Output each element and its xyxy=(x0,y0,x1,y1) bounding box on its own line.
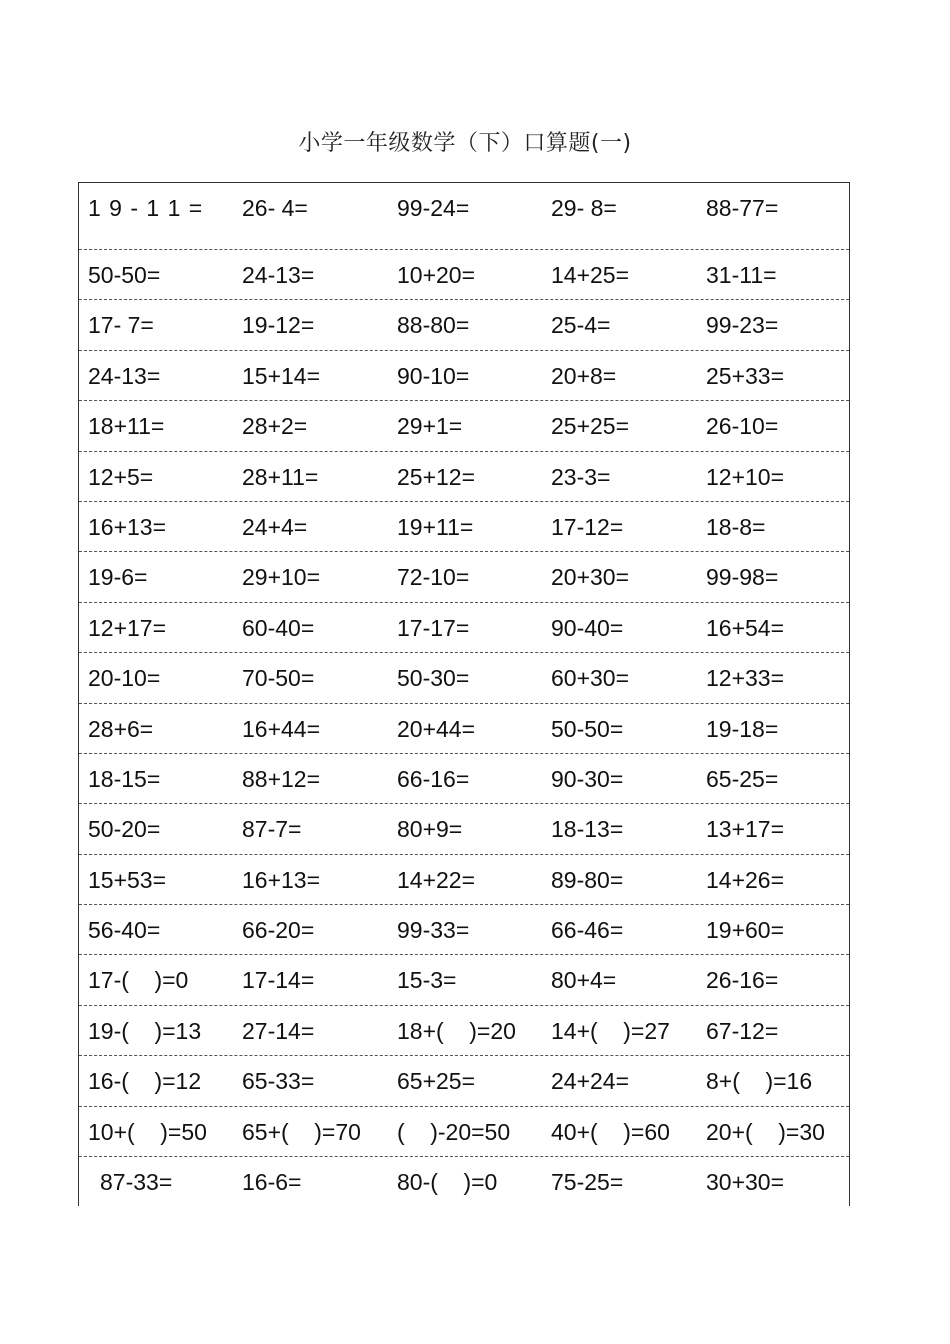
problem-cell: 28+2= xyxy=(242,413,308,440)
problem-cell: 65-33= xyxy=(242,1068,315,1095)
problem-cell: 99-23= xyxy=(706,312,779,339)
problem-cell: 14+( )=27 xyxy=(551,1017,670,1044)
problem-row xyxy=(79,552,849,602)
problem-cell: 50-30= xyxy=(397,665,470,692)
problem-cell: 20+30= xyxy=(551,564,630,591)
problem-cell: 40+( )=60 xyxy=(551,1118,670,1145)
problem-cell: 72-10= xyxy=(397,564,470,591)
problem-cell: 19-18= xyxy=(706,715,779,742)
problem-cell: 12+5= xyxy=(88,463,154,490)
problem-cell: 15-3= xyxy=(397,967,457,994)
problem-cell: 26-10= xyxy=(706,413,779,440)
problem-cell: 99-98= xyxy=(706,564,779,591)
problem-cell: 16+54= xyxy=(706,614,785,641)
problem-cell: 15+53= xyxy=(88,866,167,893)
problem-row xyxy=(79,183,849,250)
problem-cell: 24-13= xyxy=(88,362,161,389)
problem-cell: 16-( )=12 xyxy=(88,1068,202,1095)
problem-cell: 66-20= xyxy=(242,917,315,944)
problem-row xyxy=(79,704,849,754)
problem-cell: 14+25= xyxy=(551,262,630,288)
problem-cell: 29+10= xyxy=(242,564,321,591)
problem-cell: 19-6= xyxy=(88,564,148,591)
problem-cell: 19-( )=13 xyxy=(88,1017,202,1044)
problem-cell: 20+44= xyxy=(397,715,476,742)
problem-cell: 18-8= xyxy=(706,513,766,540)
problem-cell: 14+26= xyxy=(706,866,785,893)
problem-row xyxy=(79,955,849,1005)
problem-cell: 90-10= xyxy=(397,362,470,389)
problem-cell: 80-( )=0 xyxy=(397,1169,498,1196)
problem-cell: 16+13= xyxy=(242,866,321,893)
problem-cell: 24-13= xyxy=(242,262,315,288)
problem-cell: 65+25= xyxy=(397,1068,476,1095)
problem-cell: 25+12= xyxy=(397,463,476,490)
problem-cell: 24+4= xyxy=(242,513,308,540)
problem-cell: 87-7= xyxy=(242,816,302,843)
problem-cell: 70-50= xyxy=(242,665,315,692)
arithmetic-table xyxy=(78,182,850,1206)
problem-cell: 18-13= xyxy=(551,816,624,843)
problem-cell: 67-12= xyxy=(706,1017,779,1044)
problem-cell: 65+( )=70 xyxy=(242,1118,361,1145)
problem-row xyxy=(79,1056,849,1106)
problem-cell: 31-11= xyxy=(706,262,777,288)
problem-cell: 25+33= xyxy=(706,362,785,389)
problem-row xyxy=(79,1157,849,1207)
problem-cell: 17- 7= xyxy=(88,312,154,339)
problem-cell: 19-12= xyxy=(242,312,315,339)
problem-cell: ( )-20=50 xyxy=(397,1118,511,1145)
problem-row xyxy=(79,1107,849,1157)
problem-cell: 19+60= xyxy=(706,917,785,944)
problem-cell: 14+22= xyxy=(397,866,476,893)
problem-row xyxy=(79,653,849,703)
problem-cell: 25-4= xyxy=(551,312,611,339)
problem-cell: 99-24= xyxy=(397,195,470,221)
problem-cell: 10+20= xyxy=(397,262,476,288)
problem-cell: 26-16= xyxy=(706,967,779,994)
problem-cell: 17-17= xyxy=(397,614,470,641)
problem-cell: 88-77= xyxy=(706,195,779,221)
problem-cell: 66-16= xyxy=(397,765,470,792)
problem-cell: 13+17= xyxy=(706,816,785,843)
problem-cell: 99-33= xyxy=(397,917,470,944)
problem-cell: 30+30= xyxy=(706,1169,785,1196)
problem-row xyxy=(79,855,849,905)
problem-cell: 89-80= xyxy=(551,866,624,893)
problem-cell: 8+( )=16 xyxy=(706,1068,813,1095)
problem-row xyxy=(79,502,849,552)
problem-cell: 16+13= xyxy=(88,513,167,540)
problem-cell: 75-25= xyxy=(551,1169,624,1196)
problem-cell: 88+12= xyxy=(242,765,321,792)
problem-cell: 12+10= xyxy=(706,463,785,490)
problem-cell: 29- 8= xyxy=(551,195,617,221)
problem-cell: 27-14= xyxy=(242,1017,315,1044)
problem-cell: 80+4= xyxy=(551,967,617,994)
problem-cell: 15+14= xyxy=(242,362,321,389)
problem-row xyxy=(79,250,849,300)
problem-cell: 60-40= xyxy=(242,614,315,641)
problem-cell: 20-10= xyxy=(88,665,161,692)
problem-cell: 17-14= xyxy=(242,967,315,994)
problem-row xyxy=(79,351,849,401)
problem-row xyxy=(79,754,849,804)
problem-row xyxy=(79,1006,849,1056)
problem-cell: 18+11= xyxy=(88,413,165,440)
problem-cell: 50-50= xyxy=(88,262,161,288)
problem-cell: 25+25= xyxy=(551,413,630,440)
problem-row xyxy=(79,905,849,955)
problem-cell: 90-40= xyxy=(551,614,624,641)
problem-cell: 16+44= xyxy=(242,715,321,742)
problem-row xyxy=(79,401,849,451)
problem-cell: 18-15= xyxy=(88,765,161,792)
problem-row xyxy=(79,603,849,653)
problem-cell: 90-30= xyxy=(551,765,624,792)
problem-cell: 18+( )=20 xyxy=(397,1017,516,1044)
problem-cell: 24+24= xyxy=(551,1068,630,1095)
problem-cell: 17-( )=0 xyxy=(88,967,189,994)
problem-cell: 65-25= xyxy=(706,765,779,792)
problem-cell: 50-20= xyxy=(88,816,161,843)
problem-cell: 26- 4= xyxy=(242,195,308,221)
problem-cell: 20+8= xyxy=(551,362,617,389)
problem-row xyxy=(79,300,849,350)
problem-cell: 66-46= xyxy=(551,917,624,944)
problem-cell: 29+1= xyxy=(397,413,463,440)
problem-cell: 12+33= xyxy=(706,665,785,692)
problem-cell: 23-3= xyxy=(551,463,611,490)
problem-cell: 10+( )=50 xyxy=(88,1118,207,1145)
problem-cell: 87-33= xyxy=(100,1169,173,1196)
problem-cell: 56-40= xyxy=(88,917,161,944)
problem-cell: 1 9 - 1 1 = xyxy=(88,195,204,221)
problem-cell: 28+11= xyxy=(242,463,319,490)
problem-cell: 60+30= xyxy=(551,665,630,692)
problem-cell: 19+11= xyxy=(397,513,474,540)
problem-row xyxy=(79,452,849,502)
problem-cell: 20+( )=30 xyxy=(706,1118,825,1145)
problem-cell: 16-6= xyxy=(242,1169,302,1196)
problem-cell: 50-50= xyxy=(551,715,624,742)
problem-cell: 28+6= xyxy=(88,715,154,742)
page-title: 小学一年级数学（下）口算题(一) xyxy=(298,131,632,156)
problem-cell: 12+17= xyxy=(88,614,167,641)
problem-cell: 80+9= xyxy=(397,816,463,843)
problem-cell: 88-80= xyxy=(397,312,470,339)
problem-cell: 17-12= xyxy=(551,513,624,540)
problem-row xyxy=(79,804,849,854)
